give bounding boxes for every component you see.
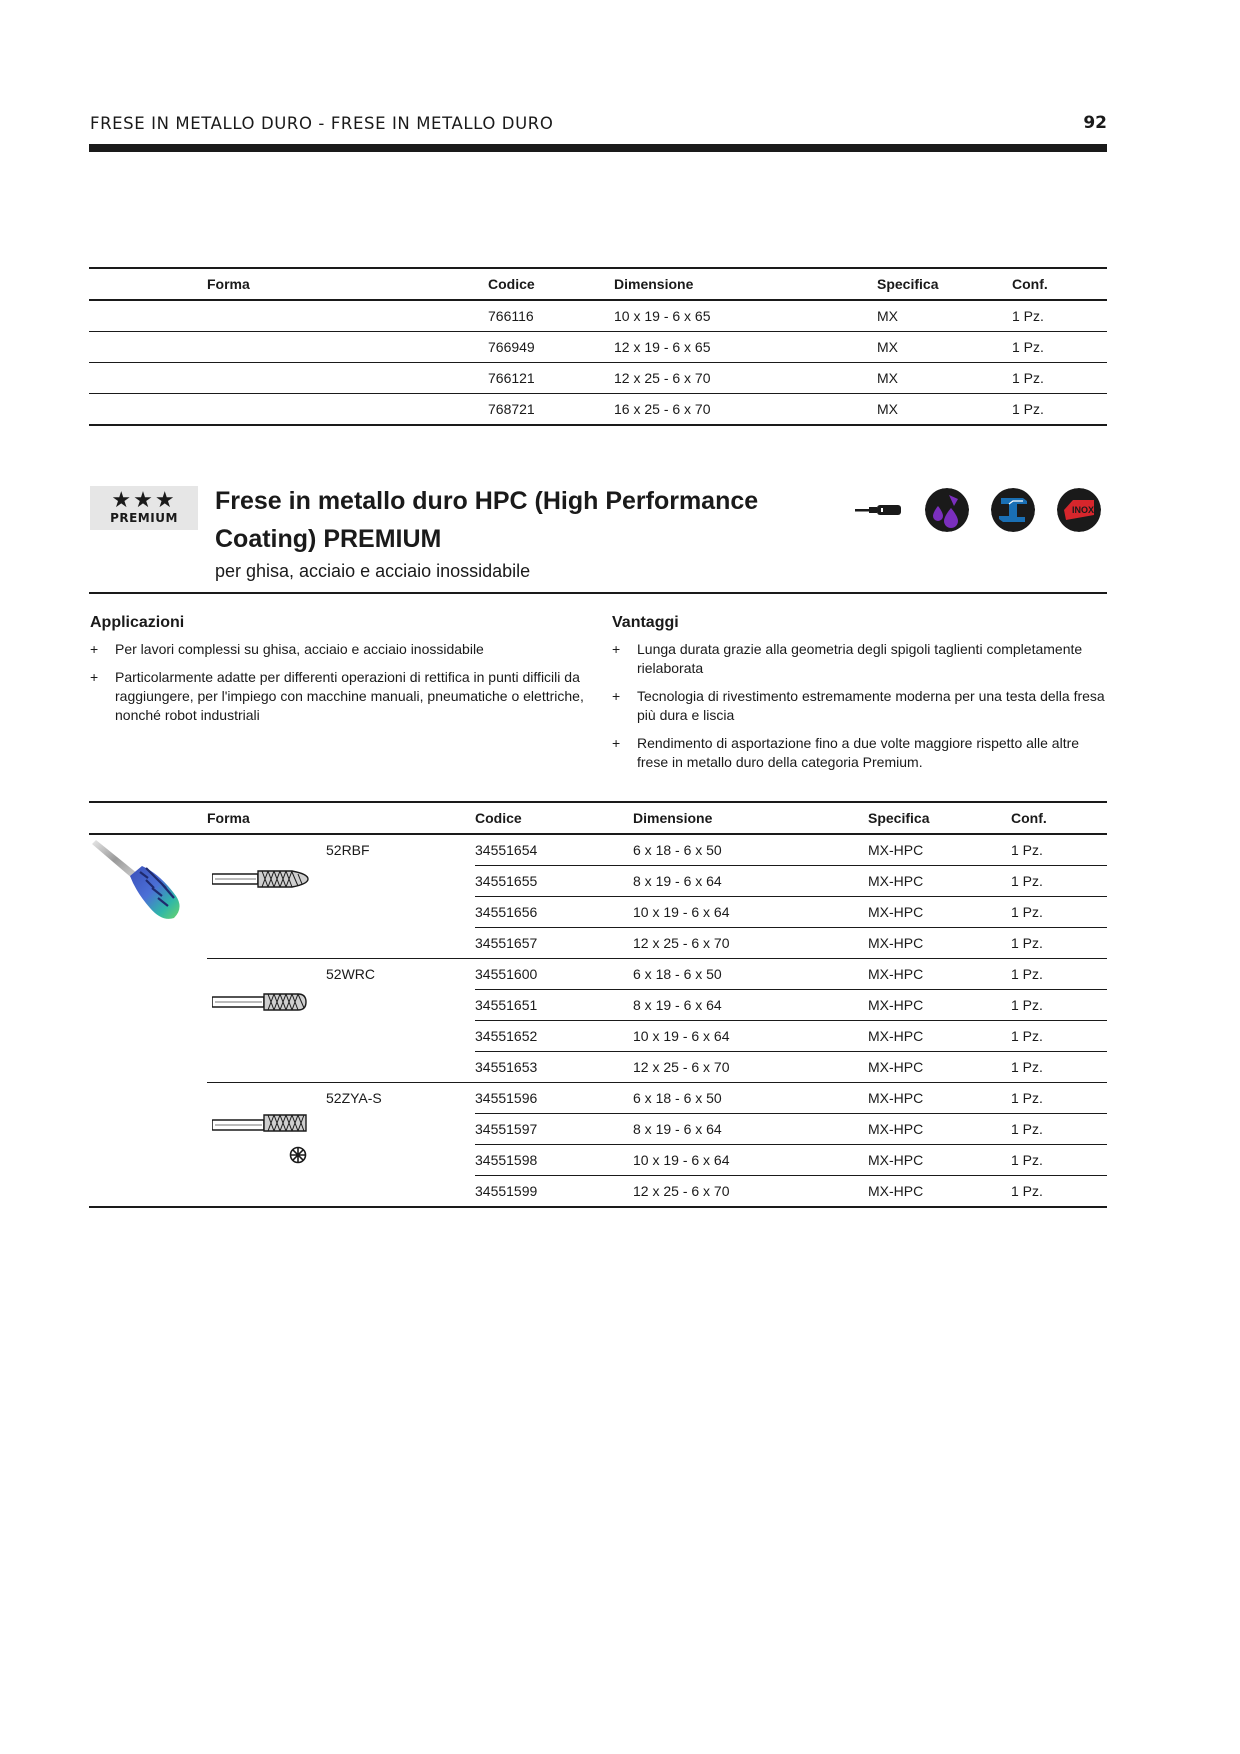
vantaggi-list (612, 640, 1107, 781)
cell-codice: 34551655 (475, 873, 538, 889)
cell-forma: 52WRC (326, 959, 475, 990)
cell-dimensione: 12 x 19 - 6 x 65 (614, 339, 711, 355)
running-header-title: FRESE IN METALLO DURO - FRESE IN METALLO DURO (90, 114, 554, 133)
cell-conf: 1 Pz. (1012, 370, 1044, 386)
cell-dimensione: 10 x 19 - 6 x 65 (614, 308, 711, 324)
product-title: Frese in metallo duro HPC (High Performance Coating) PREMIUM (215, 487, 759, 553)
cell-conf: 1 Pz. (1012, 401, 1044, 417)
table-header-row (89, 268, 1107, 300)
cell-specifica: MX-HPC (868, 1152, 924, 1168)
table-row (89, 897, 1107, 928)
list-item: + Lunga durata grazie alla geometria degli spigoli taglienti completamente rielaborata (612, 640, 1107, 678)
cell-dimensione: 6 x 18 - 6 x 50 (633, 842, 722, 858)
cell-forma: 52ZYA-S (326, 1083, 475, 1114)
inox-label: INOX (1072, 505, 1095, 515)
cell-dimensione: 10 x 19 - 6 x 64 (633, 1152, 730, 1168)
cell-specifica: MX (877, 339, 898, 355)
die-grinder-icon (855, 502, 903, 518)
table-row (89, 394, 1107, 426)
cell-conf: 1 Pz. (1011, 966, 1043, 982)
table-row (89, 332, 1107, 363)
col-header-dimensione: Dimensione (633, 810, 713, 826)
cell-codice: 766949 (488, 339, 535, 355)
table-header-row (89, 802, 1107, 834)
cell-dimensione: 16 x 25 - 6 x 70 (614, 401, 711, 417)
cell-specifica: MX-HPC (868, 1183, 924, 1199)
cell-specifica: MX-HPC (868, 966, 924, 982)
cell-specifica: MX (877, 308, 898, 324)
cast-iron-drop-icon (925, 488, 969, 532)
cell-conf: 1 Pz. (1011, 1059, 1043, 1075)
product-subtitle: per ghisa, acciaio e acciaio inossidabile (215, 561, 531, 581)
premium-badge (90, 486, 198, 530)
premium-badge-label: PREMIUM (110, 511, 178, 525)
cell-specifica: MX-HPC (868, 997, 924, 1013)
cell-dimensione: 12 x 25 - 6 x 70 (633, 1183, 730, 1199)
cell-dimensione: 8 x 19 - 6 x 64 (633, 997, 722, 1013)
table-row (89, 928, 1107, 959)
cell-conf: 1 Pz. (1011, 1028, 1043, 1044)
cell-codice: 768721 (488, 401, 535, 417)
header-rule (89, 144, 1107, 152)
page-number: 92 (1083, 113, 1107, 133)
col-header-dimensione: Dimensione (614, 276, 694, 292)
cell-codice: 34551657 (475, 935, 538, 951)
cell-specifica: MX-HPC (868, 873, 924, 889)
cell-dimensione: 10 x 19 - 6 x 64 (633, 904, 730, 920)
cell-conf: 1 Pz. (1011, 904, 1043, 920)
burr-52zya-s-drawing (212, 1112, 310, 1134)
table-row (89, 959, 1107, 990)
col-header-conf: Conf. (1011, 810, 1047, 826)
product-table-top (89, 267, 1107, 426)
burr-52wrc-drawing (212, 991, 310, 1013)
col-header-forma: Forma (207, 276, 250, 292)
applicazioni-heading: Applicazioni (90, 614, 185, 631)
cross-section-icon (289, 1146, 307, 1164)
cell-specifica: MX-HPC (868, 842, 924, 858)
table-row (89, 300, 1107, 332)
cell-forma: 52RBF (326, 834, 475, 866)
col-header-codice: Codice (475, 810, 522, 826)
cell-codice: 34551656 (475, 904, 538, 920)
col-header-conf: Conf. (1012, 276, 1048, 292)
steel-beam-icon (991, 488, 1035, 532)
cell-codice: 34551599 (475, 1183, 538, 1199)
cell-conf: 1 Pz. (1011, 935, 1043, 951)
col-header-forma: Forma (207, 810, 250, 826)
table-row (89, 1052, 1107, 1083)
cell-dimensione: 12 x 25 - 6 x 70 (633, 1059, 730, 1075)
cell-codice: 766121 (488, 370, 535, 386)
cell-codice: 34551654 (475, 842, 538, 858)
list-item: + Rendimento di asportazione fino a due volte maggiore rispetto alle altre frese in metallo duro della categoria Premium. (612, 734, 1107, 772)
cell-conf: 1 Pz. (1011, 1121, 1043, 1137)
cell-dimensione: 10 x 19 - 6 x 64 (633, 1028, 730, 1044)
cell-dimensione: 6 x 18 - 6 x 50 (633, 966, 722, 982)
applicazioni-list (90, 640, 600, 734)
cell-specifica: MX-HPC (868, 935, 924, 951)
list-item: + Per lavori complessi su ghisa, acciaio e acciaio inossidabile (90, 640, 600, 659)
cell-codice: 34551596 (475, 1090, 538, 1106)
col-header-specifica: Specifica (877, 276, 939, 292)
cell-codice: 766116 (488, 308, 534, 324)
hpc-burr-photo (88, 838, 198, 924)
stainless-inox-icon (1057, 488, 1101, 532)
cell-conf: 1 Pz. (1011, 1152, 1043, 1168)
cell-codice: 34551652 (475, 1028, 538, 1044)
table-row (89, 1145, 1107, 1176)
cell-specifica: MX-HPC (868, 1059, 924, 1075)
cell-specifica: MX-HPC (868, 904, 924, 920)
table-row (89, 1021, 1107, 1052)
burr-52rbf-drawing (212, 868, 310, 890)
cell-conf: 1 Pz. (1011, 842, 1043, 858)
cell-codice: 34551600 (475, 966, 538, 982)
cell-specifica: MX (877, 401, 898, 417)
col-header-codice: Codice (488, 276, 535, 292)
cell-codice: 34551651 (475, 997, 538, 1013)
cell-specifica: MX (877, 370, 898, 386)
cell-dimensione: 8 x 19 - 6 x 64 (633, 1121, 722, 1137)
cell-dimensione: 12 x 25 - 6 x 70 (633, 935, 730, 951)
cell-specifica: MX-HPC (868, 1090, 924, 1106)
vantaggi-heading: Vantaggi (612, 614, 679, 631)
table-row (89, 1176, 1107, 1208)
cell-conf: 1 Pz. (1011, 873, 1043, 889)
list-item: + Tecnologia di rivestimento estremamente moderna per una testa della fresa più dura e liscia (612, 687, 1107, 725)
cell-codice: 34551653 (475, 1059, 538, 1075)
cell-dimensione: 12 x 25 - 6 x 70 (614, 370, 711, 386)
cell-codice: 34551597 (475, 1121, 538, 1137)
section-rule (89, 592, 1107, 594)
table-row (89, 834, 1107, 866)
cell-dimensione: 6 x 18 - 6 x 50 (633, 1090, 722, 1106)
cell-dimensione: 8 x 19 - 6 x 64 (633, 873, 722, 889)
cell-codice: 34551598 (475, 1152, 538, 1168)
list-item: + Particolarmente adatte per differenti operazioni di rettifica in punti difficili da raggiungere, per l'impiego con macchine manuali, pneumatiche o elettriche, nonché robot industriali (90, 668, 600, 725)
cell-conf: 1 Pz. (1011, 1090, 1043, 1106)
cell-specifica: MX-HPC (868, 1028, 924, 1044)
three-stars-icon: ★★★ (111, 487, 177, 512)
table-row (89, 363, 1107, 394)
cell-specifica: MX-HPC (868, 1121, 924, 1137)
cell-conf: 1 Pz. (1012, 308, 1044, 324)
table-row (89, 1083, 1107, 1114)
cell-conf: 1 Pz. (1011, 997, 1043, 1013)
col-header-specifica: Specifica (868, 810, 930, 826)
cell-conf: 1 Pz. (1012, 339, 1044, 355)
cell-conf: 1 Pz. (1011, 1183, 1043, 1199)
